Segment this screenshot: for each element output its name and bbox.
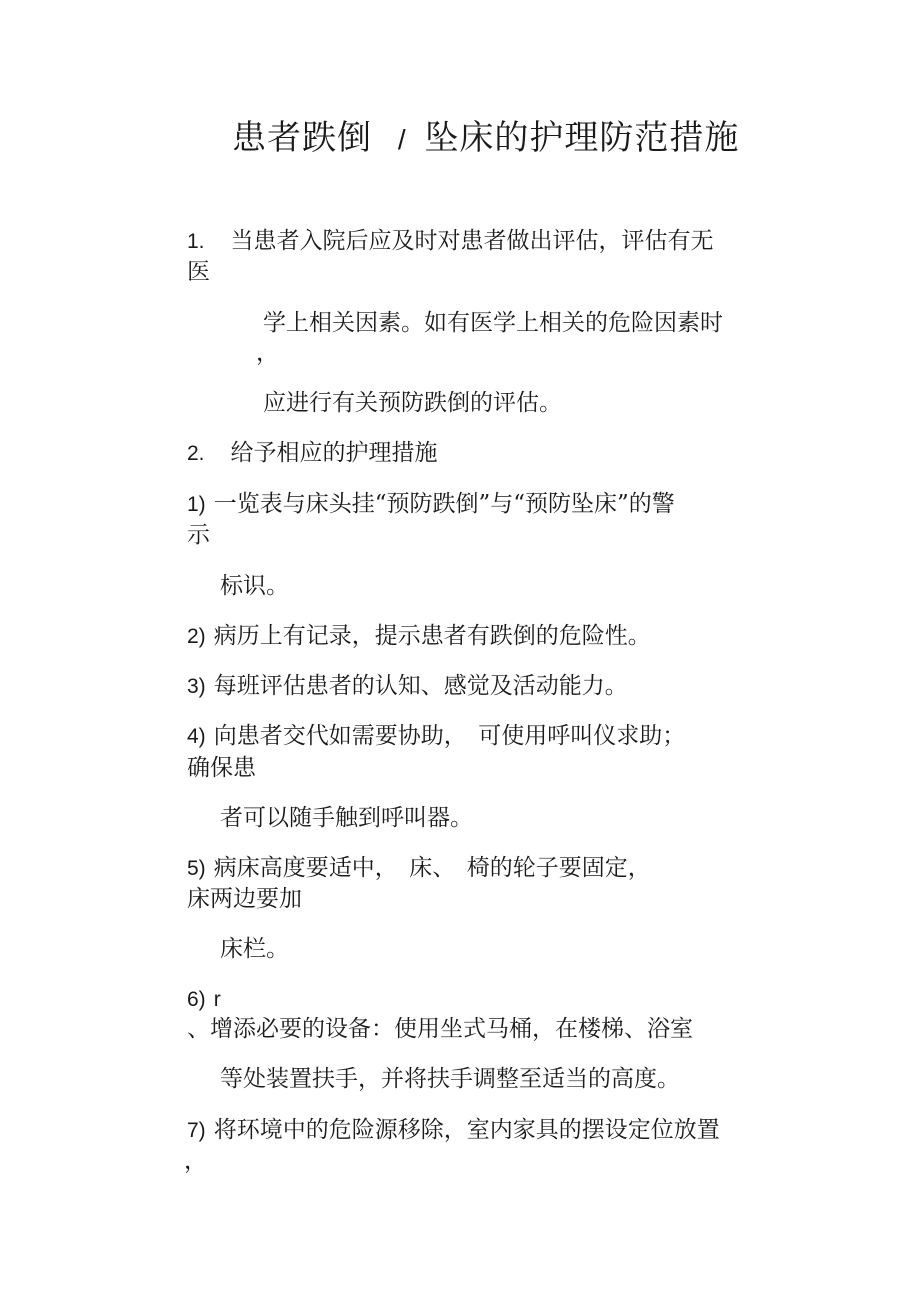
subitem-6-line-3: 等处装置扶手，并将扶手调整至适当的高度。: [220, 1066, 680, 1092]
subitem-4-line-1: [187, 721, 685, 752]
subitem-6-line-2: 、增添必要的设备：使用坐式马桶，在楼梯、浴室: [187, 1016, 693, 1042]
subitem-2-line-1: [187, 621, 651, 652]
subitem-5-line-3: 床栏。: [220, 936, 289, 962]
subitem-6-marker: 6): [187, 988, 206, 1011]
subitem-5-line-2: 床两边要加: [187, 886, 302, 912]
subitem-7-text: 将环境中的危险源移除，室内家具的摆设定位放置: [213, 1117, 720, 1143]
subitem-2-marker: 2): [187, 625, 206, 648]
subitem-7-line-2: ，: [184, 1148, 207, 1174]
item-1-line-3: 学上相关因素。如有医学上相关的危险因素时: [263, 310, 723, 336]
subitem-3-text: 每班评估患者的认知、感觉及活动能力。: [213, 673, 628, 699]
subitem-7-line-1: [187, 1115, 720, 1146]
subitem-1-line-1: [187, 489, 675, 520]
subitem-4-text: 向患者交代如需要协助， 可使用呼叫仪求助；: [213, 723, 686, 749]
subitem-4-line-2: 确保患: [187, 755, 256, 781]
subitem-3-line-1: [187, 671, 628, 702]
title-separator: /: [397, 124, 407, 155]
subitem-7-marker: 7): [187, 1119, 206, 1142]
subitem-4-marker: 4): [187, 725, 206, 748]
subitem-1-line-2: 示: [187, 522, 210, 548]
subitem-1-marker: 1): [187, 493, 206, 516]
subitem-4-line-3: 者可以随手触到呼叫器。: [220, 805, 473, 831]
item-2-text: 给予相应的护理措施: [230, 440, 438, 466]
subitem-6-stray-char: r: [213, 988, 221, 1011]
title-part-1: 患者跌倒: [232, 118, 372, 158]
subitem-5-marker: 5): [187, 857, 206, 880]
subitem-2-text: 病历上有记录，提示患者有跌倒的危险性。: [213, 623, 651, 649]
subitem-3-marker: 3): [187, 675, 206, 698]
subitem-1-text: 一览表与床头挂“预防跌倒”与“预防坠床”的警: [213, 491, 675, 517]
item-1-line-4: ，: [256, 340, 279, 366]
item-1-line-1: [187, 226, 714, 257]
item-1-line-5: 应进行有关预防跌倒的评估。: [263, 390, 562, 416]
item-2-marker: 2.: [187, 442, 205, 465]
item-1-text: 当患者入院后应及时对患者做出评估，评估有无: [230, 228, 714, 254]
title-part-2: 坠床的护理防范措施: [424, 118, 740, 158]
subitem-5-text: 病床高度要适中， 床、 椅的轮子要固定，: [213, 855, 651, 881]
item-1-line-2: 医: [187, 259, 210, 285]
item-2-line-1: [187, 438, 438, 469]
subitem-5-line-1: [187, 853, 651, 884]
subitem-1-line-3: 标识。: [220, 573, 289, 599]
subitem-6-line-1: [187, 984, 221, 1015]
document-title: [232, 116, 739, 162]
item-1-marker: 1.: [187, 230, 205, 253]
